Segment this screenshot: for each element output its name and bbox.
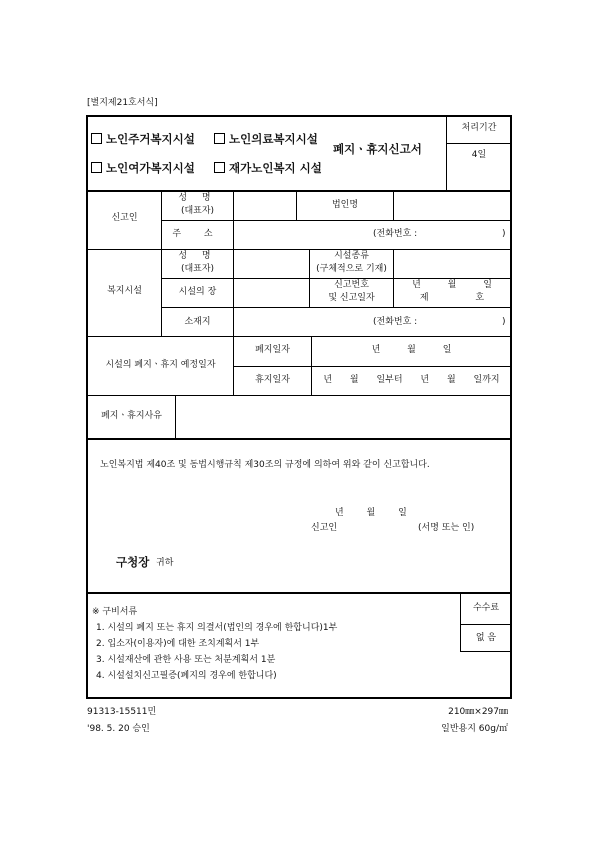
facility-head-label: 시설의 장 (178, 287, 217, 297)
corporation-name-label: 법인명 (331, 200, 359, 210)
reason-label: 폐지ㆍ휴지사유 (101, 411, 162, 421)
facility-type-sub: (구체적으로 기재) (316, 264, 387, 274)
frame-bottom (86, 697, 512, 699)
fee-label: 수수료 (472, 603, 500, 613)
applicant-name-label: 성 명 (178, 193, 217, 203)
applicant-name-field[interactable] (234, 191, 296, 220)
processing-period-label: 처리기간 (461, 123, 497, 133)
report-number-value: 제 호 (419, 293, 485, 303)
applicant-section-label: 신고인 (111, 213, 138, 223)
applicant-phone-label: (전화번호 : (373, 229, 418, 239)
facility-section-label: 복지시설 (107, 286, 142, 296)
suspension-date-label: 휴지일자 (255, 375, 290, 385)
option-home-care[interactable]: 재가노인복지 시설 (214, 162, 322, 175)
recipient-suffix: 귀하 (156, 558, 174, 568)
checkbox-medical[interactable] (214, 133, 225, 144)
checkbox-home-care[interactable] (214, 162, 225, 173)
closure-date-value[interactable]: 년 월 일 (371, 345, 452, 355)
processing-period-value: 4일 (471, 150, 487, 160)
applicant-rep-label: (대표자) (180, 206, 215, 216)
document-item: 2. 입소자(이용자)에 대한 조치계획서 1부 (96, 639, 260, 649)
document-item: 1. 시설의 폐지 또는 휴지 의결서(법인의 경우에 한합니다)1부 (96, 623, 338, 633)
facility-phone-label: (전화번호 : (373, 317, 418, 327)
recipient: 구청장 (116, 555, 150, 569)
suspension-date-value[interactable]: 년 월 일부터 년 월 일까지 (323, 375, 500, 385)
paper-size: 210㎜×297㎜ (448, 707, 508, 717)
frame-left (86, 115, 88, 699)
paper-type: 일반용지 60g/㎡ (441, 724, 508, 734)
approval-date: '98. 5. 20 승인 (87, 724, 150, 734)
report-number-label: 신고번호 (334, 280, 369, 290)
form-id: [별지제21호서식] (87, 98, 158, 108)
form-title: 폐지ㆍ휴지신고서 (333, 142, 422, 156)
signature-note: (서명 또는 인) (418, 523, 475, 533)
report-date-label: 및 신고일자 (328, 293, 375, 303)
report-date-value: 년 월 일 (412, 280, 492, 290)
option-medical[interactable]: 노인의료복지시설 (214, 133, 318, 146)
closure-date-label: 폐지일자 (255, 345, 290, 355)
form-code: 91313-15511민 (87, 707, 157, 717)
facility-rep-label: (대표자) (180, 264, 215, 274)
document-item: 4. 시설설치신고필증(폐지의 경우에 한합니다) (96, 671, 277, 681)
corporation-name-field[interactable] (394, 191, 510, 220)
facility-name-label: 성 명 (178, 251, 217, 261)
facility-name-field[interactable] (234, 250, 309, 278)
facility-head-field[interactable] (234, 279, 309, 307)
document-item: 3. 시설재산에 관한 사용 또는 처분계획서 1분 (96, 655, 276, 665)
frame-top (86, 115, 512, 117)
applicant-address-label: 주 소 (172, 229, 223, 239)
declaration-date: 년 월 일 (335, 508, 407, 518)
option-leisure[interactable]: 노인여가복지시설 (91, 162, 195, 175)
applicant-address-field[interactable] (234, 221, 510, 249)
facility-phone-close: ) (502, 317, 506, 327)
option-housing[interactable]: 노인주거복지시설 (91, 133, 195, 146)
schedule-section-label: 시설의 폐지ㆍ휴지 예정일자 (105, 360, 216, 370)
fee-value: 없 음 (475, 633, 497, 643)
facility-location-label: 소재지 (184, 317, 211, 327)
signer-label: 신고인 (311, 523, 338, 533)
applicant-phone-close: ) (502, 229, 506, 239)
declaration-text: 노인복지법 제40조 및 동법시행규칙 제30조의 규정에 의하여 위와 같이 신고합니다. (100, 460, 430, 470)
reason-field[interactable] (176, 396, 510, 438)
checkbox-leisure[interactable] (91, 162, 102, 173)
facility-type-label: 시설종류 (334, 251, 369, 261)
facility-type-field[interactable] (394, 250, 510, 278)
documents-heading: ※ 구비서류 (92, 607, 138, 617)
checkbox-housing[interactable] (91, 133, 102, 144)
facility-location-field[interactable] (234, 308, 510, 336)
